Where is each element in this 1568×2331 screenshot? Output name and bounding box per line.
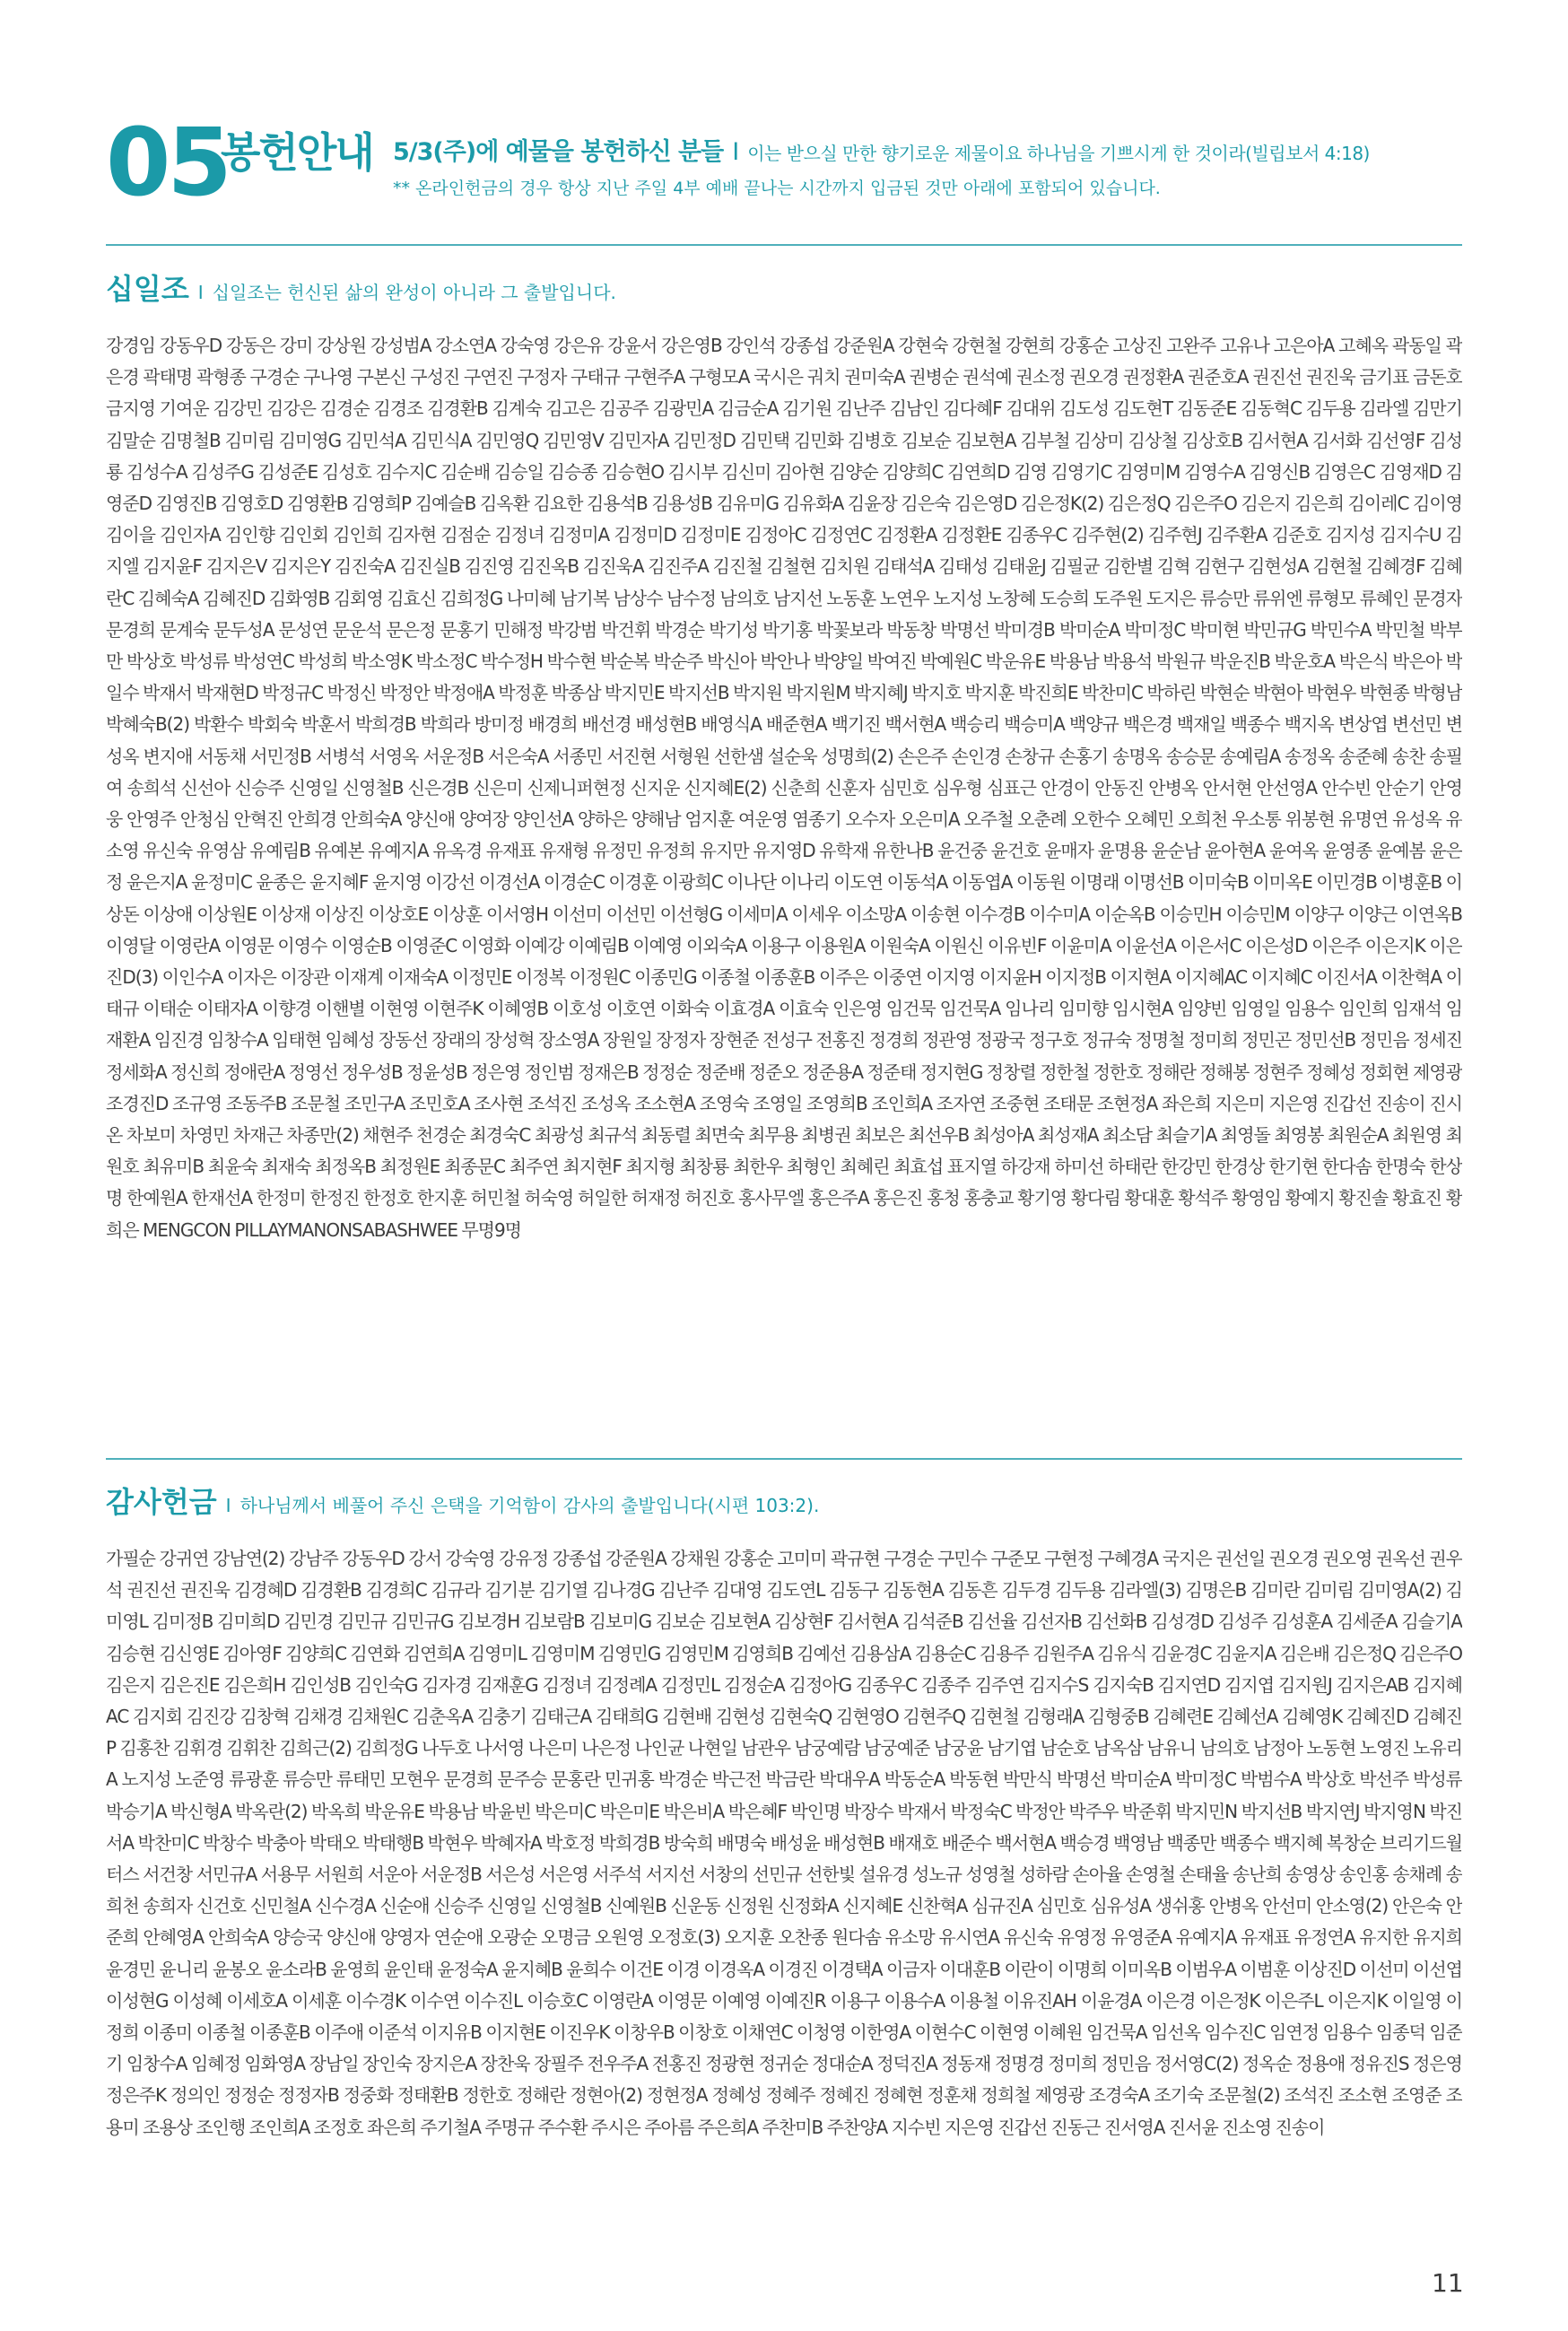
section-title: 봉헌안내 (221, 128, 373, 177)
divider-top (106, 244, 1462, 246)
thanks-subtitle: 하나님께서 베풀어 주신 은택을 기억함이 감사의 출발입니다(시편 103:2). (240, 1495, 820, 1516)
tithe-subtitle: 십일조는 헌신된 삶의 완성이 아니라 그 출발입니다. (212, 282, 616, 303)
header-verse: 이는 받으실 만한 향기로운 제물이요 하나님을 기쁘시게 한 것이라(빌립보서 4:18) (747, 143, 1370, 164)
tithe-separator: I (197, 282, 204, 303)
header-main (393, 135, 1370, 171)
tithe-title: 십일조 (106, 272, 189, 306)
section-number: 05 (106, 108, 229, 217)
thanks-title: 감사헌금 (106, 1485, 217, 1519)
tithe-names: 강경임 강동우D 강동은 강미 강상원 강성범A 강소연A 강숙영 강은유 강윤서 강은영B 강인석 강종섭 강준원A 강현숙 강현철 강현희 강홍순 고상진 고완주 고유나 고은아A 고혜옥 곽동일 곽은경 곽태명 곽형종 구경순 구나영 구본신 구성진 구연진 구정자 구태규 구현주A 구형모A 국시은 궈치 권미숙A 권병순 권석예 권소정 권오경 권정환A 권준호A 권진선 권진욱 금기표 금돈호 금지영 기여운 김강민 김강은 김경순 김경조 김경환B 김계숙 김고은 김공주 김광민A 김금순A 김기원 김난주 김남인 김다혜F 김대위 김도성 김도현T 김동준E 김동혁C 김두용 김라엘 김만기 김말순 김명철B 김미림 김미영G 김민석A 김민식A 김민영Q 김민영V 김민자A 김민정D 김민택 김민화 김병호 김보순 김보현A 김부철 김상미 김상철 김상호B 김서현A 김서화 김선영F 김성룡 김성수A 김성주G 김성준E 김성호 김수지C 김순배 김승일 김승종 김승현O 김시부 김신미 김아현 김양순 김양희C 김연희D 김영 김영기C 김영미M 김영수A 김영신B 김영은C 김영재D 김영준D 김영진B 김영호D 김영환B 김영희P 김예슬B 김옥환 김요한 김용석B 김용성B 김유미G 김유화A 김윤장 김은숙 김은영D 김은정K(2) 김은정Q 김은주O 김은지 김은희 김이레C 김이영 김이을 김인자A 김인향 김인회 김인희 김자현 김점순 김정녀 김정미A 김정미D 김정미E 김정아C 김정연C 김정환A 김정환E 김종우C 김주현(2) 김주현J 김주환A 김준호 김지성 김지수U 김지엘 김지윤F 김지은V 김지은Y 김진숙A 김진실B 김진영 김진옥B 김진욱A 김진주A 김진철 김철현 김치원 김태석A 김태성 김태윤J 김필균 김한별 김혁 김현구 김현성A 김현철 김혜경F 김혜란C 김혜숙A 김혜진D 김화영B 김회영 김효신 김희정G 나미혜 남기복 남상수 남수정 남의호 남지선 노동훈 노연우 노지성 노창혜 도승희 도주원 도지은 류승만 류위엔 류형모 류혜인 문경자 문경희 문계숙 문두성A 문성연 문운석 문은정 문홍기 민해정 박강범 박건휘 박경순 박기성 박기홍 박꽃보라 박동창 박명선 박미경B 박미순A 박미정C 박미현 박민규G 박민수A 박민철 박부만 박상호 박성류 박성연C 박성희 박소영K 박소정C 박수정H 박수현 박순복 박순주 박신아 박안나 박양일 박여진 박예원C 박운유E 박용남 박용석 박원규 박운진B 박운호A 박은식 박은아 박일수 박재서 박재현D 박정규C 박정신 박정안 박정애A 박정훈 박종삼 박지민E 박지선B 박지원 박지원M 박지혜J 박지호 박지훈 박진희E 박찬미C 박하린 박현순 박현아 박현우 박현종 박형남 박혜숙B(2) 박환수 박회숙 박훈서 박희경B 박희라 방미정 배경희 배선경 배성현B 배영식A 배준현A 백기진 백서현A 백승리 백승미A 백양규 백은경 백재일 백종수 백지옥 변상엽 변선민 변성옥 변지애 서동채 서민정B 서병석 서영옥 서운정B 서은숙A 서종민 서진현 서형원 선한샘 설순욱 성명희(2) 손은주 손인경 손창규 손홍기 송명옥 송승문 송예림A 송정옥 송준혜 송찬 송필여 송희석 신선아 신승주 신영일 신영철B 신은경B 신은미 신제니퍼현정 신지운 신지혜E(2) 신춘희 신훈자 심민호 심우형 심표근 안경이 안동진 안병옥 안서현 안선영A 안수빈 안순기 안영웅 안영주 안청심 안혁진 안희경 안희숙A 양신애 양여장 양인선A 양하은 양해남 엄지훈 여운영 염종기 오수자 오은미A 오주철 오춘례 오한수 오혜민 오희천 우소통 위봉현 유명연 유성옥 유소영 유신숙 유영삼 유예림B 유예본 유예지A 유옥경 유재표 유재형 유정민 유정희 유지만 유지영D 유학재 유한나B 윤건중 윤건호 윤매자 윤명용 윤순남 윤아현A 윤여옥 윤영종 윤예봄 윤은정 윤은지A 윤정미C 윤종은 윤지혜F 윤지영 이강선 이경선A 이경순C 이경훈 이광희C 이나단 이나리 이도연 이동석A 이동엽A 이동원 이명래 이명선B 이미숙B 이미옥E 이민경B 이병훈B 이상돈 이상애 이상원E 이상재 이상진 이상호E 이상훈 이서영H 이선미 이선민 이선형G 이세미A 이세우 이소망A 이송현 이수경B 이수미A 이순옥B 이승민H 이승민M 이양구 이양근 이연옥B 이영달 이영란A 이영문 이영수 이영순B 이영준C 이영화 이예강 이예림B 이예영 이외숙A 이용구 이용원A 이원숙A 이원신 이유빈F 이윤미A 이윤선A 이은서C 이은성D 이은주 이은지K 이은진D(3) 이인수A 이자은 이장관 이재계 이재숙A 이정민E 이정복 이정원C 이종민G 이종철 이종훈B 이주은 이중연 이지영 이지윤H 이지정B 이지현A 이지혜AC 이지혜C 이진서A 이찬혁A 이태규 이태순 이태자A 이향경 이핸별 이현영 이현주K 이혜영B 이호성 이호연 이화숙 이효경A 이효숙 인은영 임건묵 임건묵A 임나리 임미향 임시현A 임양빈 임영일 임용수 임인희 임재석 임재환A 임진경 임창수A 임태현 임혜성 장동선 장래의 장성혁 장소영A 장원일 장정자 장현준 전성구 전홍진 정경희 정관영 정광국 정구호 정규숙 정명철 정미희 정민곤 정민선B 정민음 정세진 정세화A 정신희 정애란A 정영선 정우성B 정윤성B 정은영 정인범 정재은B 정정순 정준배 정준오 정준용A 정준태 정지현G 정창렬 정한철 정한호 정해란 정해봉 정현주 정혜성 정회현 제영광 조경진D 조규영 조동주B 조문철 조민구A 조민호A 조사현 조석진 조성옥 조소현A 조영숙 조영일 조영희B 조인희A 조자연 조중현 조태문 조현정A 좌은희 지은미 지은영 진갑선 진송이 진시온 차보미 차영민 차재근 차종만(2) 채현주 천경순 최경숙C 최광성 최규석 최동렬 최면숙 최무용 최병권 최보은 최선우B 최성아A 최성재A 최소담 최슬기A 최영돌 최영봉 최원순A 최원영 최원호 최유미B 최윤숙 최재숙 최정옥B 최정원E 최종문C 최주연 최지현F 최지형 최창룡 최한우 최형인 최혜린 최효섭 표지열 하강재 하미선 하태란 한강민 한경상 한기현 한다솜 한명숙 한상명 한예원A 한재선A 한정미 한정진 한정호 한지훈 허민철 허숙영 허일한 허재정 허진호 홍사무엘 홍은주A 홍은진 홍청 홍충교 황기영 황다림 황대훈 황석주 황영임 황예지 황진솔 황효진 황희은 MENGCON PILLAYMANONSABASHWEE 무명9명 (106, 335, 1462, 1241)
divider-middle (106, 1458, 1462, 1460)
page-number: 11 (1432, 2268, 1464, 2298)
tithe-heading (106, 269, 616, 312)
page-header (106, 108, 1469, 217)
header-separator: I (732, 138, 739, 166)
thanks-names: 가필순 강귀연 강남연(2) 강남주 강동우D 강서 강숙영 강유정 강종섭 강준원A 강채원 강홍순 고미미 곽규현 구경순 구민수 구준모 구현정 구혜경A 국지은 권선일 권오경 권오영 권옥선 권우석 권진선 권진욱 김경혜D 김경환B 김경희C 김규라 김기분 김기열 김나경G 김난주 김대영 김도연L 김동구 김동현A 김동흔 김두경 김두용 김라엘(3) 김명은B 김미란 김미림 김미영A(2) 김미영L 김미정B 김미희D 김민경 김민규 김민규G 김보경H 김보람B 김보미G 김보순 김보현A 김상현F 김서현A 김석준B 김선율 김선자B 김선화B 김성경D 김성주 김성훈A 김세준A 김슬기A 김승현 김신영E 김아영F 김양희C 김연화 김연희A 김영미L 김영미M 김영민G 김영민M 김영희B 김예선 김용삼A 김용순C 김용주 김원주A 김유식 김윤경C 김윤지A 김은배 김은정Q 김은주O 김은지 김은진E 김은희H 김인성B 김인숙G 김자경 김재훈G 김정녀 김정례A 김정민L 김정순A 김정아G 김종우C 김종주 김주연 김지수S 김지숙B 김지연D 김지엽 김지원J 김지은AB 김지혜AC 김지회 김진강 김창혁 김채경 김채원C 김춘옥A 김충기 김태근A 김태희G 김현배 김현성 김현숙Q 김현영O 김현주Q 김현철 김형래A 김형중B 김혜련E 김혜선A 김혜영K 김혜진D 김혜진P 김홍찬 김휘경 김휘찬 김희근(2) 김희정G 나두호 나서영 나은미 나은정 나인균 나현일 남관우 남궁예람 남궁예준 남궁윤 남기엽 남순호 남옥삼 남유니 남의호 남정아 노동현 노영진 노유리A 노지성 노준영 류광훈 류승만 류태민 모현우 문경희 문주승 문홍란 민귀홍 박경순 박근전 박금란 박대우A 박동순A 박동현 박만식 박명선 박미순A 박미정C 박범수A 박상호 박선주 박성류 박승기A 박신형A 박옥란(2) 박옥희 박운유E 박용남 박윤빈 박은미C 박은미E 박은비A 박은혜F 박인명 박장수 박재서 박정숙C 박정안 박주우 박준휘 박지민N 박지선B 박지연J 박지영N 박진서A 박찬미C 박창수 박충아 박태오 박태행B 박현우 박혜자A 박호정 박희경B 방숙희 배명숙 배성윤 배성현B 배재호 배준수 백서현A 백승경 백영남 백종만 백종수 백지혜 복창순 브리기드월터스 서건창 서민규A 서용무 서원희 서운아 서운정B 서은성 서은영 서주석 서지선 서창의 선민규 선한빛 설유경 성노규 성영철 성하람 손아율 손영철 손태율 송난희 송영상 송인홍 송채례 송희천 송희자 신건호 신민철A 신수경A 신순애 신승주 신영일 신영철B 신예원B 신운동 신정원 신정화A 신지혜E 신찬혁A 심규진A 심민호 심유성A 생쉬홍 안병옥 안선미 안소영(2) 안은숙 안준희 안혜영A 안희숙A 양승국 양신애 양영자 연순애 오광순 오명금 오원영 오정호(3) 오지훈 오찬종 원다솜 유소망 유시연A 유신숙 유영정 유영준A 유예지A 유재표 유정연A 유지한 유지희 윤경민 윤니리 윤봉오 윤소라B 윤영희 윤인태 윤정숙A 윤지혜B 윤희수 이건E 이경 이경옥A 이경진 이경택A 이금자 이대훈B 이란이 이명희 이미옥B 이범우A 이범훈 이상진D 이선미 이선엽 이성현G 이성혜 이세호A 이세훈 이수경K 이수연 이수진L 이승호C 이영란A 이영문 이예영 이예진R 이용구 이용수A 이용철 이유진AH 이윤경A 이은경 이은정K 이은주L 이은지K 이일영 이정희 이종미 이종철 이종훈B 이주애 이준석 이지유B 이지현E 이진우K 이창우B 이창호 이채연C 이청영 이한영A 이현수C 이현영 이혜원 임건묵A 임선옥 임수진C 임연정 임용수 임종덕 임준기 임창수A 임혜정 임화영A 장남일 장인숙 장지은A 장찬욱 장필주 전우주A 전홍진 정광현 정귀순 정대순A 정덕진A 정동재 정명경 정미희 정민음 정서영C(2) 정옥순 정용애 정유진S 정은영 정은주K 정의인 정정순 정정자B 정중화 정태환B 정한호 정해란 정현아(2) 정현정A 정혜성 정혜주 정혜진 정혜현 정훈채 정희철 제영광 조경숙A 조기숙 조문철(2) 조석진 조소현 조영준 조용미 조용상 조인행 조인희A 조정호 좌은희 주기철A 주명규 주수환 주시은 주아름 주은희A 주찬미B 주찬양A 지수빈 지은영 진갑선 진동근 진서영A 진서윤 진소영 진송이 (106, 1548, 1462, 2138)
thanks-heading (106, 1482, 819, 1525)
offering-title: 5/3(주)에 예물을 봉헌하신 분들 (393, 138, 724, 166)
thanks-separator: I (225, 1495, 231, 1516)
online-offering-note: ** 온라인헌금의 경우 항상 지난 주일 4부 예배 끝나는 시간까지 입금된 것만 아래에 포함되어 있습니다. (393, 179, 1161, 198)
